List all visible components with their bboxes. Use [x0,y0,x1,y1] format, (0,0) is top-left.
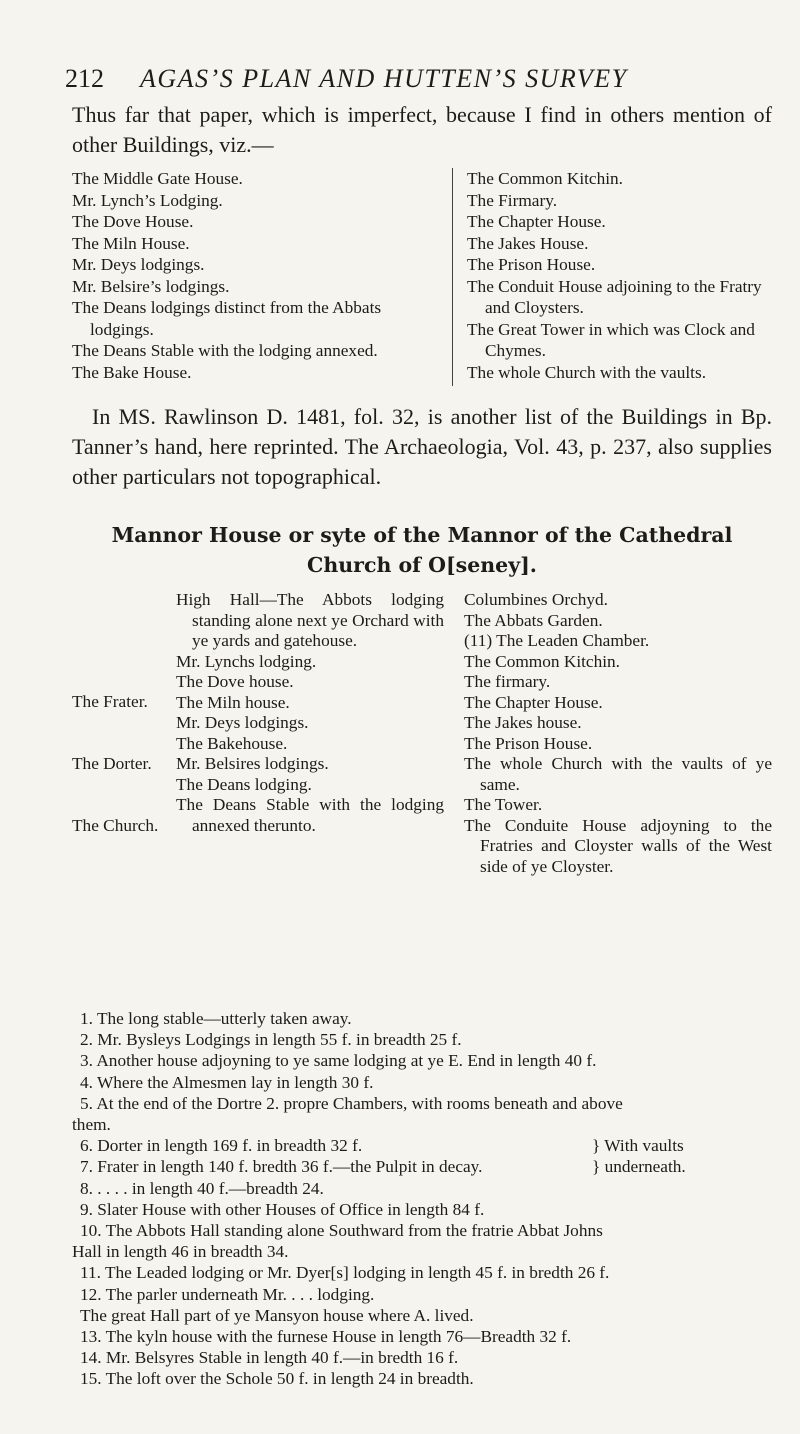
numbered-item: 1. The long stable—utterly taken away. [80,1009,352,1028]
mannor-item: Columbines Orchyd. [464,590,608,609]
mannor-item: The Common Kitchin. [464,651,620,671]
building-item: The Dove House. [72,212,194,231]
mannor-item: The Chapter House. [464,692,603,712]
numbered-item: 5. At the end of the Dortre 2. propre Chambers, with rooms beneath and above [80,1093,623,1113]
mannor-item: The Abbats Garden. [464,610,603,630]
running-title: AGAS’S PLAN AND HUTTEN’S SURVEY [140,64,628,93]
body-paragraph [72,402,772,492]
section-title-line: Mannor House or syte of the Mannor of the Cathedral [111,523,733,547]
building-item: The whole Church with the vaults. [467,362,707,382]
building-item: The Deans Stable with the lodging annexed. [72,341,378,360]
mannor-label: The Frater. [72,692,148,711]
building-item: The Great Tower in which was Clock and Chymes. [467,319,755,360]
buildings-right-column [452,168,787,386]
building-item: Mr. Lynch’s Lodging. [72,190,223,210]
mannor-item: The Conduite House adjoyning to the Fratries and Cloyster walls of the West side of ye Cloyster. [464,815,772,876]
mannor-item: Mr. Deys lodgings. [176,713,309,732]
mannor-item: The Dove house. [176,672,294,691]
mannor-label: The Dorter. [72,754,152,773]
building-item: The Conduit House adjoining to the Fratry and Cloysters. [467,276,762,317]
building-item: The Chapter House. [467,212,606,231]
numbered-list [72,1008,772,1390]
section-title [72,520,772,580]
mannor-item: Mr. Belsires lodgings. [176,754,329,773]
brace-note: } underneath. [592,1157,686,1177]
numbered-item-continuation: Hall in length 46 in breadth 34. [72,1242,289,1262]
numbered-item: 12. The parler underneath Mr. . . . lodging. [80,1284,375,1304]
numbered-item-continuation: The great Hall part of ye Mansyon house where A. lived. [80,1305,474,1325]
building-item: The Prison House. [467,255,596,274]
building-item: Mr. Deys lodgings. [72,255,205,274]
intro-text: Thus far that paper, which is imperfect, because I find in others mention of other Buildings, viz.— [72,102,772,157]
numbered-item: 14. Mr. Belsyres Stable in length 40 f.—in bredth 16 f. [80,1348,459,1368]
mannor-right-column [464,590,772,877]
mannor-label: The Church. [72,816,159,835]
numbered-item: 11. The Leaded lodging or Mr. Dyer[s] lodging in length 45 f. in bredth 26 f. [80,1263,610,1283]
mannor-item: Mr. Lynchs lodging. [176,651,317,671]
numbered-item-text: 7. Frater in length 140 f. bredth 36 f.—the Pulpit in decay. [80,1157,483,1177]
mannor-item: The Bakehouse. [176,733,288,753]
mannor-item: The firmary. [464,672,551,691]
page-number: 212 [65,64,104,93]
building-item: The Jakes House. [467,233,589,253]
numbered-item-text: 6. Dorter in length 169 f. in breadth 32 f. [80,1136,363,1156]
numbered-item [72,1156,772,1177]
building-item: The Firmary. [467,190,558,210]
mannor-item: The Prison House. [464,733,593,753]
mannor-item: (11) The Leaden Chamber. [464,631,650,650]
mannor-item: The Deans Stable with the lodging annexed therunto. [176,795,444,835]
building-item: The Common Kitchin. [467,169,623,188]
numbered-item: 2. Mr. Bysleys Lodgings in length 55 f. in breadth 25 f. [80,1030,462,1050]
mannor-item: The Jakes house. [464,713,582,732]
numbered-item: 13. The kyln house with the furnese House in length 76—Breadth 32 f. [80,1327,572,1347]
buildings-left-column [72,168,412,383]
numbered-item: 15. The loft over the Schole 50 f. in length 24 in breadth. [80,1369,474,1389]
mannor-item: High Hall—The Abbots lodging standing alone next ye Orchard with ye yards and gatehouse. [176,590,444,650]
numbered-item: 4. Where the Almesmen lay in length 30 f. [80,1072,374,1092]
mannor-item: The Deans lodging. [176,774,312,794]
mannor-item: The Tower. [464,795,543,814]
mannor-middle-column [176,590,444,836]
numbered-item: 8. . . . . in length 40 f.—breadth 24. [80,1178,324,1198]
numbered-item: 10. The Abbots Hall standing alone Southward from the fratrie Abbat Johns [80,1221,603,1241]
building-item: The Miln House. [72,233,190,253]
building-item: The Deans lodgings distinct from the Abbats lodgings. [72,298,382,339]
mannor-item: The whole Church with the vaults of ye same. [464,754,772,794]
building-item: The Middle Gate House. [72,169,243,188]
numbered-item-continuation: them. [72,1115,111,1135]
body-text: In MS. Rawlinson D. 1481, fol. 32, is another list of the Buildings in Bp. Tanner’s hand, here reprinted. The Archaeologia, Vol. 43, p. 237, also supplies other particulars not topographical. [72,404,772,489]
brace-note: } With vaults [592,1136,684,1156]
numbered-item: 3. Another house adjoyning to ye same lodging at ye E. End in length 40 f. [80,1051,597,1071]
intro-paragraph [72,100,772,160]
numbered-item [72,1135,772,1156]
building-item: Mr. Belsire’s lodgings. [72,276,230,296]
building-item: The Bake House. [72,362,192,382]
mannor-item: The Miln house. [176,692,290,712]
numbered-item: 9. Slater House with other Houses of Office in length 84 f. [80,1199,485,1219]
section-title-line: Church of O[seney]. [307,553,537,577]
